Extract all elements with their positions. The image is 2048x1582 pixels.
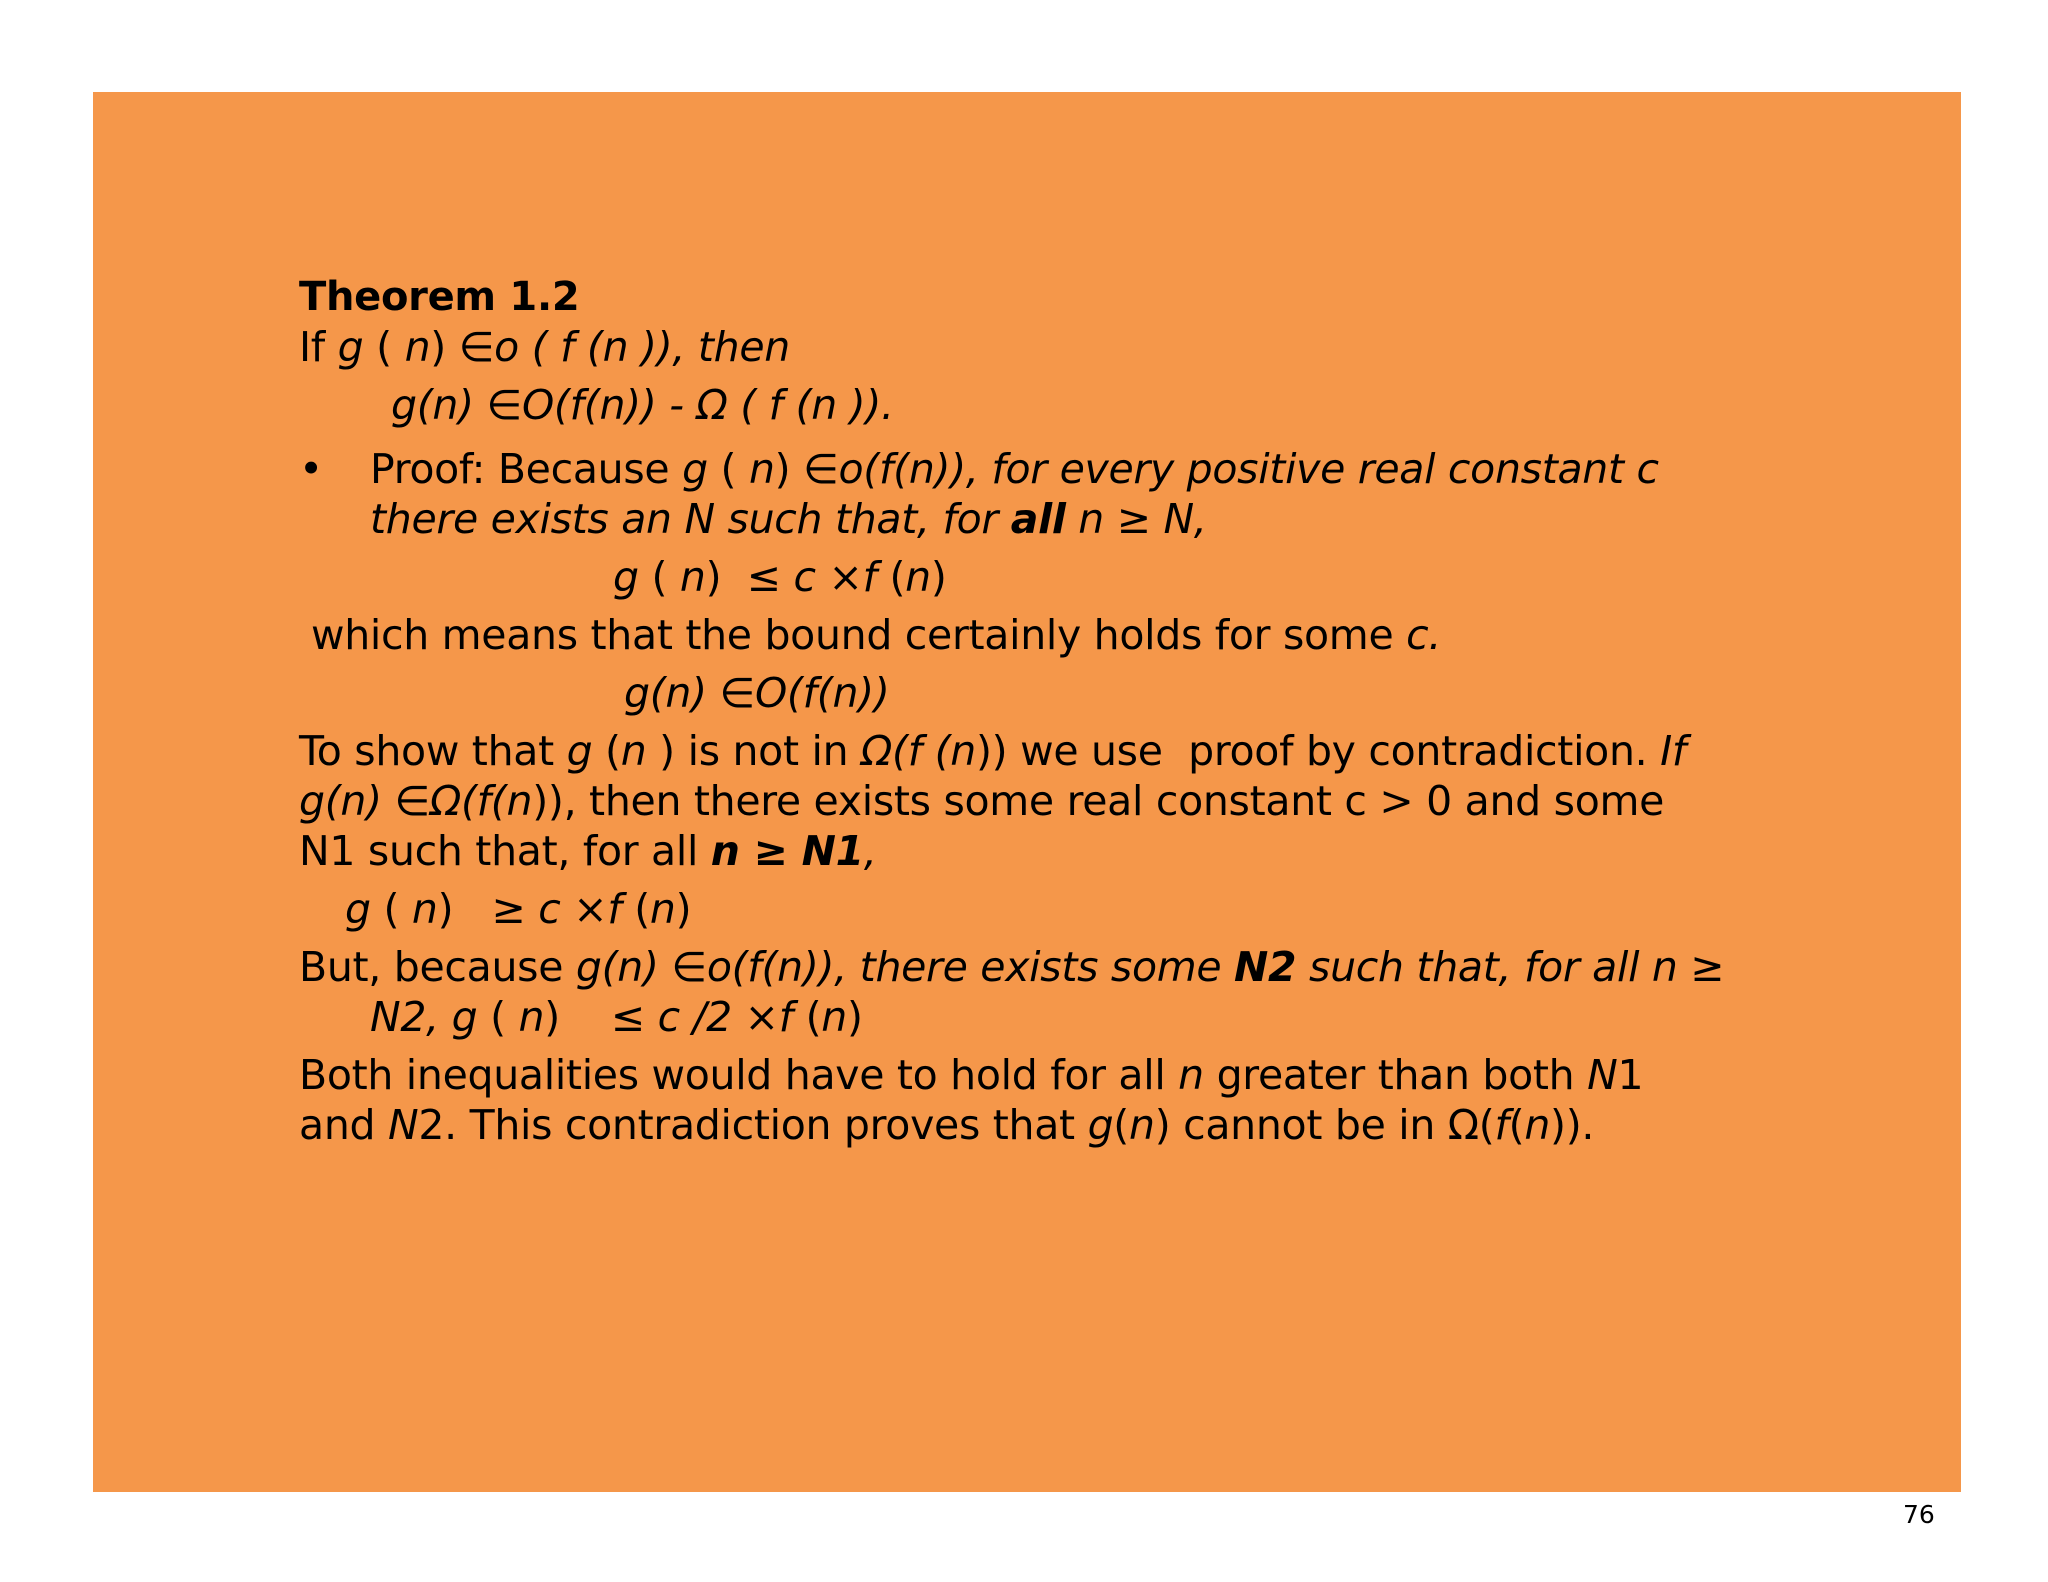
- text: N2, g: [370, 993, 491, 1041]
- text: which means that the bound certainly holds for some: [311, 611, 1407, 659]
- text: ): [774, 445, 804, 493]
- text: N: [1587, 1051, 1618, 1099]
- text: greater than both: [1203, 1051, 1588, 1099]
- text: (: [1508, 1101, 1525, 1149]
- text: ≤ c ×f: [746, 553, 890, 601]
- text: (: [805, 993, 822, 1041]
- text: and: [299, 1101, 388, 1149]
- text: ≥ c ×f: [491, 885, 635, 933]
- text: n: [518, 993, 545, 1041]
- text: (: [634, 885, 650, 933]
- text: (: [1113, 1101, 1129, 1149]
- text: ): [430, 323, 459, 371]
- proof-bullet: [299, 444, 1859, 544]
- but-line-1: [299, 942, 1859, 992]
- text: n: [748, 445, 775, 493]
- text: Proof: Because: [370, 445, 683, 493]
- proof-line-2: [299, 494, 1859, 544]
- show-line-2: [299, 776, 1859, 826]
- text: g(n) ∈O(f(n)) - Ω ( f (n )).: [391, 381, 894, 429]
- text: ) is not in: [646, 727, 861, 775]
- text: g(n) ∈Ω(f(n: [299, 777, 533, 825]
- text: ): [705, 553, 747, 601]
- text: there exists an N such that, for: [370, 495, 1011, 543]
- text: Both inequalities would have to hold for all: [299, 1051, 1179, 1099]
- text: ): [437, 885, 492, 933]
- text: g: [682, 445, 708, 493]
- text: ): [930, 553, 947, 601]
- text: g: [337, 323, 364, 371]
- text: ∈o(f(n)), for every positive real constant c: [803, 445, 1659, 493]
- text: all: [1010, 495, 1066, 543]
- text: If: [299, 323, 338, 371]
- text: (: [638, 553, 680, 601]
- text: If: [1660, 727, 1687, 775]
- both-line-1: [299, 1050, 1859, 1100]
- proof-line-1: [299, 444, 1859, 494]
- theorem-statement-line-2: [299, 380, 1859, 430]
- show-line-1: [299, 726, 1859, 776]
- text: n: [620, 727, 647, 775]
- text: 1: [1617, 1051, 1644, 1099]
- slide: [93, 92, 1961, 1529]
- text: ): [846, 993, 863, 1041]
- inequality-2: [299, 884, 1859, 934]
- text: f: [1494, 1101, 1509, 1149]
- text: n: [649, 885, 676, 933]
- text: such that, for all n ≥: [1296, 943, 1725, 991]
- slide-content: [299, 272, 1859, 1150]
- show-line-3: [299, 826, 1859, 876]
- text: g: [613, 553, 639, 601]
- text: g: [345, 885, 371, 933]
- bullet-marker: •: [299, 445, 323, 493]
- text: n: [679, 553, 706, 601]
- text: N1 such that, for all: [299, 827, 711, 875]
- text: ): [675, 885, 692, 933]
- text: But, because: [299, 943, 576, 991]
- text: 2. This contradiction proves that: [418, 1101, 1088, 1149]
- text: (: [889, 553, 906, 601]
- text: n: [411, 885, 438, 933]
- text: ): [544, 993, 611, 1041]
- text: g(n) ∈o(f(n)), there exists some: [575, 943, 1235, 991]
- text: ∈o ( f (n )), then: [458, 323, 790, 371]
- text: ) cannot be in Ω(: [1154, 1101, 1495, 1149]
- text: To show that: [299, 727, 567, 775]
- text: )) we use proof by contradiction.: [975, 727, 1661, 775]
- text: n ≥ N,: [1065, 495, 1207, 543]
- text: g: [566, 727, 593, 775]
- text: n: [905, 553, 931, 601]
- text: n: [1178, 1051, 1204, 1099]
- text: )).: [1550, 1101, 1595, 1149]
- text: (: [592, 727, 621, 775]
- theorem-title: Theorem 1.2: [299, 274, 580, 320]
- text: )), then there exists some real constant c > 0 and some: [532, 777, 1665, 825]
- text: Ω(f (n: [861, 727, 976, 775]
- theorem-statement-line-1: [299, 322, 1859, 372]
- text: N: [387, 1101, 419, 1149]
- text: (: [370, 885, 412, 933]
- text: ,: [863, 827, 877, 875]
- text: n: [821, 993, 847, 1041]
- text: ≤ c /2 ×f: [610, 993, 806, 1041]
- text: n: [404, 323, 431, 371]
- means-line: [299, 610, 1859, 660]
- text: n: [1524, 1101, 1550, 1149]
- but-line-2: [299, 992, 1859, 1042]
- both-line-2: [299, 1100, 1859, 1150]
- text: c.: [1406, 611, 1442, 659]
- inequality-1: [299, 552, 1859, 602]
- text: (: [490, 993, 519, 1041]
- text: g: [1087, 1101, 1114, 1149]
- text: n ≥ N1: [710, 827, 864, 875]
- text: (: [707, 445, 749, 493]
- text: (: [363, 323, 405, 371]
- page-number: 76: [1903, 1500, 1935, 1529]
- big-o-line: [299, 668, 1859, 718]
- text: g(n) ∈O(f(n)): [624, 669, 890, 717]
- text: n: [1129, 1101, 1155, 1149]
- text: N2: [1234, 943, 1297, 991]
